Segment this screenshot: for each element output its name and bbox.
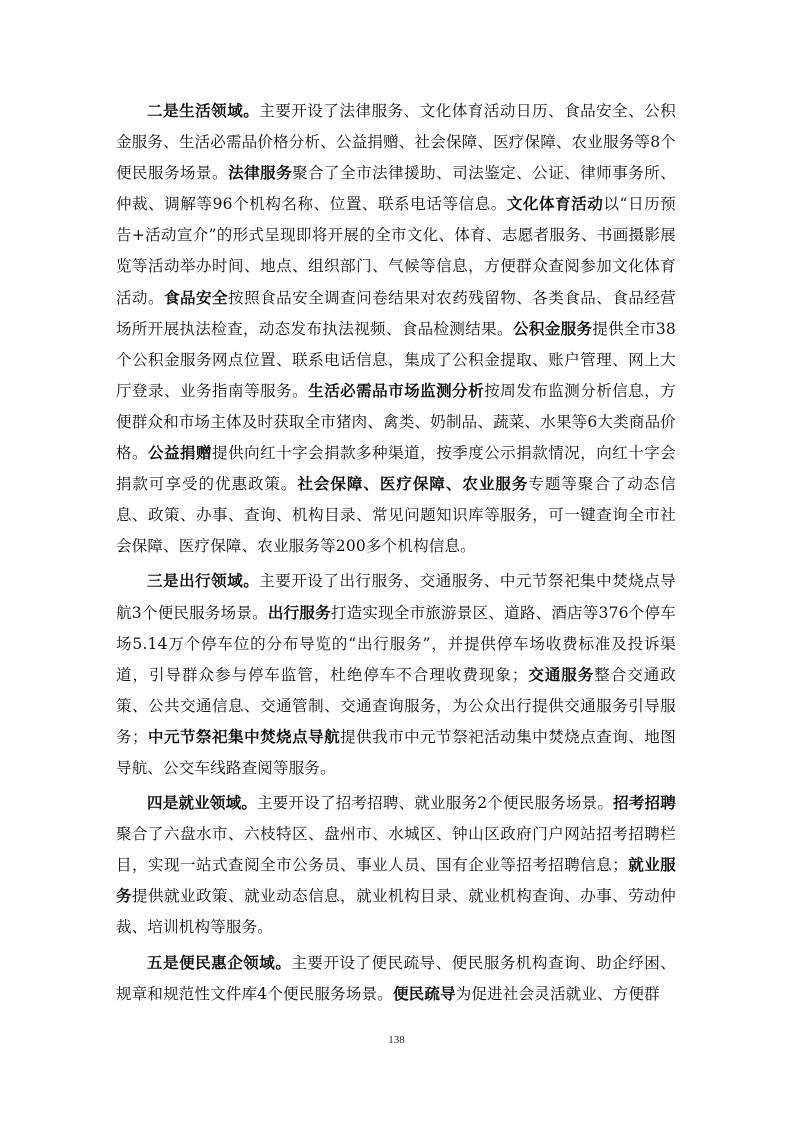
body-text: 整合交通政策、公共交通信息、交通管制、交通查询服务，为公众出行提供交通服务引导服务；: [116, 665, 676, 746]
body-text: 打造实现全市旅游景区、道路、酒店等376个停车场5.14万个停车位的分布导览的“出行服务”，并提供停车场收费标准及投诉渠道，引导群众参与停车监管，杜绝停车不合理收费现象；: [116, 603, 676, 684]
key-term: 招考招聘: [613, 794, 676, 813]
key-term: 就业服务: [116, 856, 676, 906]
key-term: 食品安全: [164, 288, 229, 307]
body-text: 聚合了全市法律援助、司法鉴定、公证、律师事务所、仲裁、调解等96个机构名称、位置、联系电话等信息。: [116, 164, 676, 214]
body-text: 提供全市38个公积金服务网点位置、联系电话信息，集成了公积金提取、账户管理、网上大厅登录、业务指南等服务。: [116, 319, 676, 400]
key-term: 生活必需品市场监测分析: [308, 381, 485, 400]
key-term: 法律服务: [228, 164, 293, 183]
paragraph-life: [116, 96, 676, 562]
body-text: 专题等聚合了动态信息、政策、办事、查询、机构目录、常见问题知识库等服务，可一键查询全市社会保障、医疗保障、农业服务等200多个机构信息。: [116, 475, 676, 556]
paragraph-convenience: [116, 948, 676, 1010]
paragraph-employment: [116, 788, 676, 943]
body-text: 以“日历预告+活动宣介”的形式呈现即将开展的全市文化、体育、志愿者服务、书画摄影展览等活动举办时间、地点、组织部门、气候等信息，方便群众查阅参加文化体育活动。: [116, 195, 676, 307]
key-term: 公积金服务: [512, 319, 593, 338]
key-term: 公益捐赠: [148, 444, 213, 463]
body-text: 聚合了六盘水市、六枝特区、盘州市、水城区、钟山区政府门户网站招考招聘栏目，实现一站式查阅全市公务员、事业人员、国有企业等招考招聘信息；: [116, 825, 676, 875]
body-text: 按照食品安全调查问卷结果对农药残留物、各类食品、食品经营场所开展执法检查，动态发布执法视频、食品检测结果。: [116, 288, 676, 338]
section-heading: 四是就业领域。: [147, 794, 258, 813]
key-term: 文化体育活动: [506, 195, 604, 214]
key-term: 便民疏导: [392, 984, 456, 1003]
key-term: 社会保障、医疗保障、农业服务: [297, 475, 529, 494]
section-heading: 五是便民惠企领域。: [147, 953, 292, 972]
body-text: 提供我市中元节祭祀活动集中焚烧点查询、地图导航、公交车线路查阅等服务。: [116, 727, 677, 777]
page-number: 138: [388, 1034, 405, 1046]
key-term: 出行服务: [267, 603, 331, 622]
key-term: 中元节祭祀集中焚烧点导航: [147, 727, 341, 746]
body-text: 提供就业政策、就业动态信息，就业机构目录、就业机构查询、办事、劳动仲裁、培训机构等服务。: [116, 887, 676, 937]
body-text: 为促进社会灵活就业、方便群: [455, 984, 660, 1003]
paragraph-travel: [116, 566, 676, 784]
section-heading: 二是生活领域。: [147, 102, 260, 120]
body-text: 提供向红十字会捐款多种渠道，按季度公示捐款情况，向红十字会捐款可享受的优惠政策。: [116, 444, 677, 494]
body-text: 主要开设了招考招聘、就业服务2个便民服务场景。: [257, 794, 614, 813]
body-text: 主要开设了法律服务、文化体育活动日历、食品安全、公积金服务、生活必需品价格分析、公益捐赠、社会保障、医疗保障、农业服务等8个便民服务场景。: [116, 102, 677, 183]
section-heading: 三是出行领域。: [147, 572, 260, 591]
key-term: 交通服务: [527, 665, 595, 684]
document-body: [116, 96, 676, 1010]
body-text: 按周发布监测分析信息，方便群众和市场主体及时获取全市猪肉、禽类、奶制品、蔬菜、水果等6大类商品价格。: [116, 381, 676, 463]
body-text: 主要开设了便民疏导、便民服务机构查询、助企纾困、规章和规范性文件库4个便民服务场景。: [116, 953, 676, 1003]
body-text: 主要开设了出行服务、交通服务、中元节祭祀集中焚烧点导航3个便民服务场景。: [116, 572, 677, 622]
